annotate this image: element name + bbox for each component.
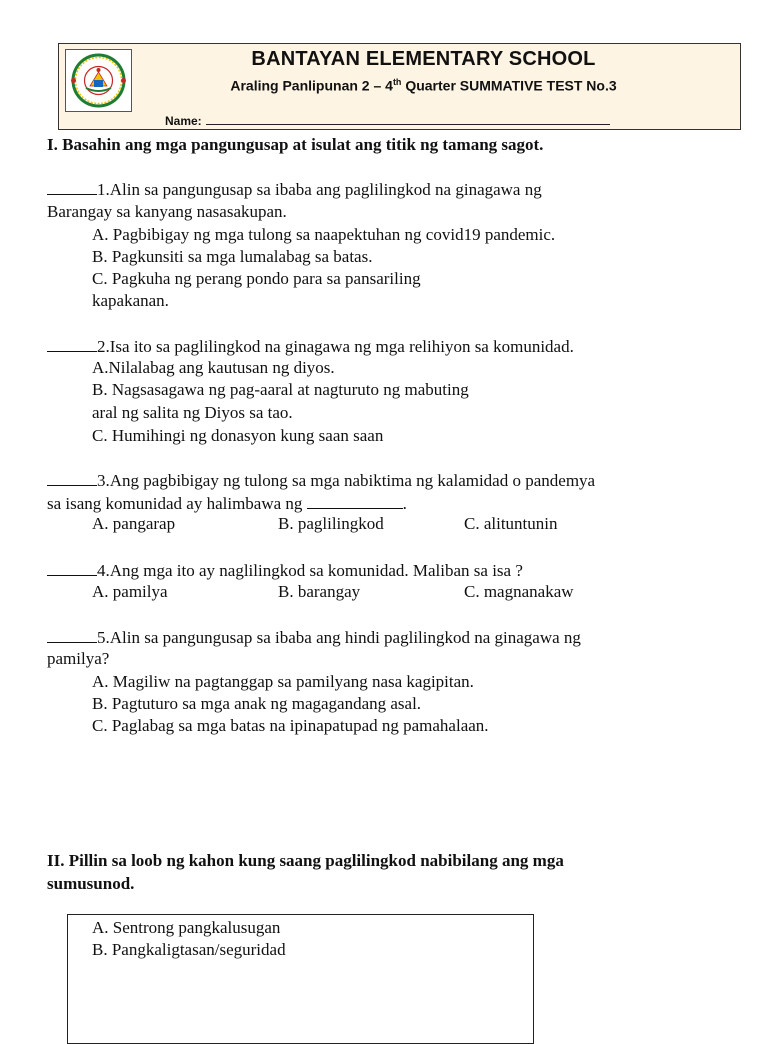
- question-1: 1.Alin sa pangungusap sa ibaba ang paglilingkod na ginagawa ng: [47, 179, 542, 200]
- answer-blank-3[interactable]: [47, 470, 97, 486]
- header-box: [58, 43, 741, 130]
- school-name: BANTAYAN ELEMENTARY SCHOOL: [251, 48, 596, 70]
- part2-instruction-line2: sumusunod.: [47, 874, 135, 893]
- question-1-choice-c-cont: kapakanan.: [92, 291, 169, 310]
- name-blank-line[interactable]: [206, 113, 610, 125]
- question-4-choice-b: B. barangay: [278, 582, 361, 601]
- name-field[interactable]: [165, 113, 610, 128]
- answer-blank-5[interactable]: [47, 627, 97, 643]
- question-2-choice-a: A.Nilalabag ang kautusan ng diyos.: [92, 358, 335, 377]
- question-5-choice-a: A. Magiliw na pagtanggap sa pamilyang nasa kagipitan.: [92, 672, 474, 691]
- question-4-choice-c: C. magnanakaw: [464, 582, 574, 601]
- question-5-line2: pamilya?: [47, 649, 110, 668]
- question-2: 2.Isa ito sa paglilingkod na ginagawa ng mga relihiyon sa komunidad.: [47, 336, 574, 357]
- question-2-choice-c: C. Humihingi ng donasyon kung saan saan: [92, 426, 384, 445]
- answer-blank-4[interactable]: [47, 560, 97, 576]
- question-1-choice-c: C. Pagkuha ng perang pondo para sa pansariling: [92, 269, 421, 288]
- question-3-choice-c: C. alituntunin: [464, 514, 558, 533]
- part1-instruction: I. Basahin ang mga pangungusap at isulat ang titik ng tamang sagot.: [47, 135, 544, 154]
- question-1-choice-b: B. Pagkunsiti sa mga lumalabag sa batas.: [92, 247, 373, 266]
- answer-blank-2[interactable]: [47, 336, 97, 352]
- question-1-line2: Barangay sa kanyang nasasakupan.: [47, 202, 287, 221]
- choice-box-item-a: A. Sentrong pangkalusugan: [92, 918, 281, 937]
- part2-instruction: II. Pillin sa loob ng kahon kung saang paglilingkod nabibilang ang mga: [47, 851, 564, 870]
- question-4: 4.Ang mga ito ay naglilingkod sa komunidad. Maliban sa isa ?: [47, 560, 523, 581]
- question-3-choice-a: A. pangarap: [92, 514, 176, 533]
- question-3-fill-blank[interactable]: [307, 493, 403, 509]
- question-3-line2: sa isang komunidad ay halimbawa ng .: [47, 494, 407, 513]
- question-5: 5.Alin sa pangungusap sa ibaba ang hindi paglilingkod na ginagawa ng: [47, 627, 581, 648]
- question-5-choice-c: C. Paglabag sa mga batas na ipinapatupad ng pamahalaan.: [92, 716, 489, 735]
- question-5-choice-b: B. Pagtuturo sa mga anak ng magagandang asal.: [92, 694, 422, 713]
- question-1-choice-a: A. Pagbibigay ng mga tulong sa naapektuhan ng covid19 pandemic.: [92, 225, 556, 244]
- question-3-choice-b: B. paglilingkod: [278, 514, 384, 533]
- choice-box-item-b: B. Pangkaligtasan/seguridad: [92, 940, 286, 959]
- question-3: 3.Ang pagbibigay ng tulong sa mga nabiktima ng kalamidad o pandemya: [47, 470, 595, 491]
- question-2-choice-b-cont: aral ng salita ng Diyos sa tao.: [92, 403, 293, 422]
- name-label: Name:: [165, 114, 202, 128]
- answer-blank-1[interactable]: [47, 179, 97, 195]
- question-4-choice-a: A. pamilya: [92, 582, 168, 601]
- question-2-choice-b: B. Nagsasagawa ng pag-aaral at nagturuto ng mabuting: [92, 380, 469, 399]
- test-subtitle: Araling Panlipunan 2 – 4th Quarter SUMMATIVE TEST No.3: [230, 77, 617, 94]
